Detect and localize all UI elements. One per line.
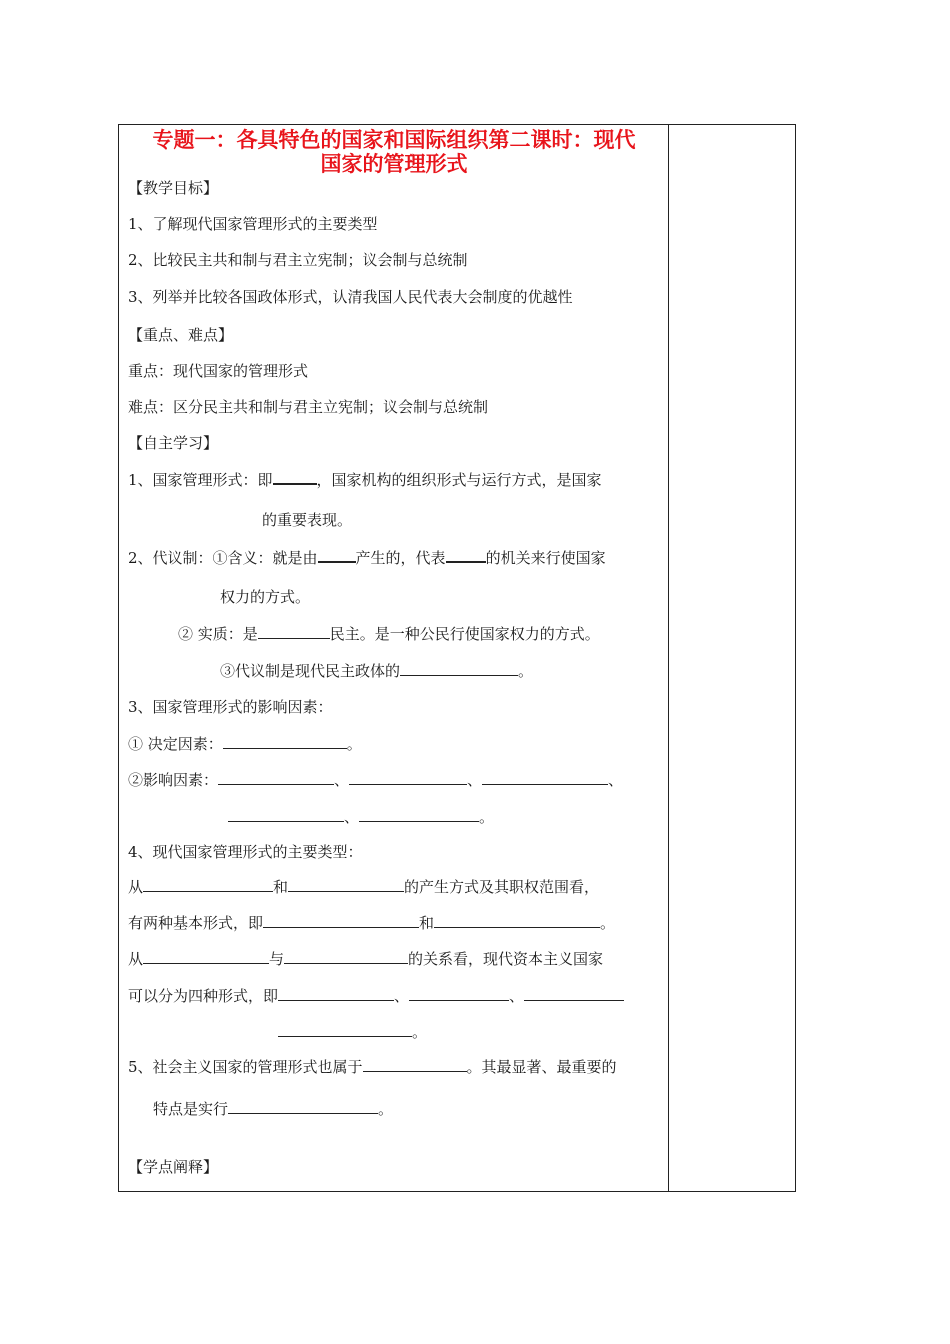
- fill-blank: [228, 806, 344, 822]
- fill-blank: [363, 1056, 467, 1072]
- fill-blank: [223, 733, 347, 749]
- question-2-essence: [178, 623, 600, 644]
- q4-text: 和: [273, 878, 289, 896]
- separator: 、: [394, 987, 410, 1005]
- separator: 、: [467, 771, 483, 789]
- q4-text: 的关系看，现代资本主义国家: [408, 950, 604, 968]
- period: 。: [378, 1100, 394, 1118]
- question-4-line-1: [128, 876, 599, 897]
- table-column-divider: [668, 124, 669, 1192]
- q5-text: 5、社会主义国家的管理形式也属于: [128, 1058, 363, 1076]
- fill-blank: [349, 769, 467, 785]
- question-3-influence: [128, 769, 623, 790]
- q5-text: 。其最显著、最重要的: [466, 1058, 617, 1076]
- question-1-line: [128, 468, 602, 490]
- q4-text: 的产生方式及其职权范围看，: [404, 878, 600, 896]
- question-4-line-2: [128, 912, 615, 933]
- fill-blank: [409, 985, 509, 1001]
- objectives-header: 【教学目标】: [128, 179, 219, 197]
- q4-text: 与: [269, 950, 285, 968]
- period: 。: [412, 1023, 428, 1041]
- lesson-table: [118, 124, 796, 1192]
- q5-text: 特点是实行: [153, 1100, 229, 1118]
- fill-blank: [482, 769, 608, 785]
- question-5-line-2: [153, 1098, 393, 1119]
- q4-text: 有两种基本形式，即: [128, 914, 264, 932]
- question-4-line-5: [278, 1021, 427, 1042]
- question-2-text-a: 2、代议制：①含义：就是由: [128, 549, 318, 567]
- q4-text: 从: [128, 878, 144, 896]
- question-2-role: [220, 660, 533, 681]
- objective-item-1: 1、了解现代国家管理形式的主要类型: [128, 215, 378, 233]
- period: 。: [479, 808, 495, 826]
- fill-blank: [284, 948, 408, 964]
- fill-blank: [288, 876, 404, 892]
- fill-blank: [278, 1021, 412, 1037]
- role-text-b: 。: [518, 662, 534, 680]
- self-study-header: 【自主学习】: [128, 434, 219, 452]
- fill-blank: [218, 769, 334, 785]
- q4-text: 可以分为四种形式，即: [128, 987, 279, 1005]
- role-text-a: ③代议制是现代民主政体的: [220, 662, 401, 680]
- fill-blank: [278, 985, 394, 1001]
- fill-blank: [400, 660, 518, 676]
- question-2-line: [128, 546, 606, 568]
- separator: 、: [509, 987, 525, 1005]
- document-title-line-1: 专题一：各具特色的国家和国际组织第二课时：现代: [152, 128, 636, 152]
- essence-text-b: 民主。是一种公民行使国家权力的方式。: [329, 625, 600, 643]
- question-3-header: 3、国家管理形式的影响因素：: [128, 698, 333, 716]
- fill-blank: [143, 876, 273, 892]
- question-2-text-c: 的机关来行使国家: [485, 549, 606, 567]
- essence-text-a: ② 实质：是: [178, 625, 258, 643]
- fill-blank: [524, 985, 624, 1001]
- fill-blank: [263, 912, 419, 928]
- fill-blank: [318, 546, 356, 563]
- influence-text: ②影响因素：: [128, 771, 219, 789]
- question-1-text-b: ，国家机构的组织形式与运行方式，是国家: [316, 471, 602, 489]
- decisive-text: ① 决定因素：: [128, 735, 223, 753]
- separator: 、: [344, 808, 360, 826]
- fill-blank: [258, 623, 330, 639]
- fill-blank: [228, 1098, 378, 1114]
- period: 。: [600, 914, 616, 932]
- fill-blank: [446, 546, 486, 563]
- explanation-header: 【学点阐释】: [128, 1158, 219, 1176]
- fill-blank: [143, 948, 269, 964]
- question-1-text-a: 1、国家管理形式：即: [128, 471, 273, 489]
- period: 。: [346, 735, 362, 753]
- question-3-decisive: [128, 733, 362, 754]
- question-3-influence-continued: [228, 806, 494, 827]
- question-2-continued: 权力的方式。: [220, 588, 311, 606]
- question-4-header: 4、现代国家管理形式的主要类型：: [128, 843, 363, 861]
- objective-item-2: 2、比较民主共和制与君主立宪制；议会制与总统制: [128, 251, 468, 269]
- question-1-continued: 的重要表现。: [262, 511, 353, 529]
- question-2-text-b: 产生的，代表: [355, 549, 446, 567]
- objective-item-3: 3、列举并比较各国政体形式，认清我国人民代表大会制度的优越性: [128, 288, 573, 306]
- key-points-header: 【重点、难点】: [128, 326, 234, 344]
- document-title-line-2: 国家的管理形式: [320, 152, 468, 176]
- q4-text: 从: [128, 950, 144, 968]
- question-4-line-4: [128, 985, 624, 1006]
- fill-blank: [359, 806, 479, 822]
- fill-blank: [434, 912, 600, 928]
- fill-blank: [273, 468, 317, 485]
- difficult-point: 难点：区分民主共和制与君主立宪制；议会制与总统制: [128, 398, 489, 416]
- key-point: 重点：现代国家的管理形式: [128, 362, 309, 380]
- question-4-line-3: [128, 948, 603, 969]
- separator: 、: [334, 771, 350, 789]
- separator: 、: [608, 771, 624, 789]
- question-5-line-1: [128, 1056, 617, 1077]
- q4-text: 和: [419, 914, 435, 932]
